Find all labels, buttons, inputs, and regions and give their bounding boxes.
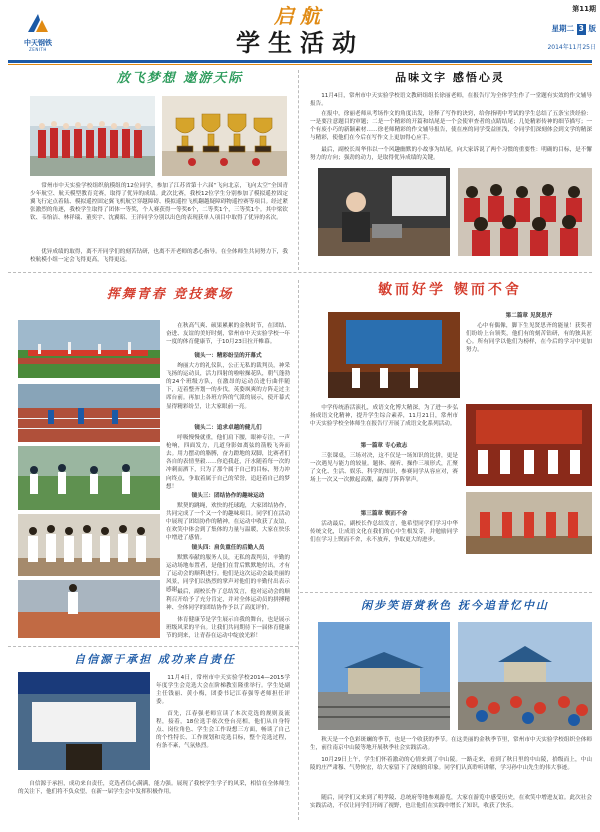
article-sports-para-2: 绚丽大方的礼仪队，公正无私的裁判员，神采飞扬的运动员，活力四射的啦啦操花队，朝气蓬勃的24个班级方队，在激昂的运动员进行曲伴随下，迈着整齐划一的步伐，英姿飒爽的方阵走过主席台前。再加上各班方阵的气派的展示，使开幕式显得精彩纷呈，让大家眼前一亮。	[166, 363, 290, 410]
article-writing-para-1: 11月4日，常州市中天实验学校语文教研组组长徐丽老师，在报告厅为全体学生作了一堂题有实效的作文辅导报告。	[310, 93, 592, 108]
column-divider-2	[298, 280, 299, 820]
article-sports-para-5: 默默奉献的服务人员，无私的裁判员，辛勤的运动场地布置者，是他们在背后默默地付出，才有了运动会的顺利进行。他们是这次运动会最美丽的风景，同学们以热烈的掌声对他们的辛勤付出表示感谢。	[166, 555, 290, 594]
photo-group	[18, 514, 160, 576]
article-aviation-para-2: 优异成绩的取得，离不开同学们的刻苦钻研，也离不开老师的悉心指导。在全体师生共同努力下，我校航模小组一定会飞得更高，飞得更远。	[30, 249, 288, 264]
section-title-election: 自信源于承担 成功来自责任	[74, 653, 236, 666]
sports-subhead-1: 镜头一：精彩纷呈的开幕式	[194, 353, 262, 359]
masthead-title-main: 学生活动	[236, 28, 364, 57]
sports-subhead-3: 镜头三：团结协作的趣味运动	[191, 493, 265, 499]
photo-running	[18, 384, 160, 442]
publish-date: 2014年11月25日	[547, 44, 596, 51]
section-title-sports: 挥舞青春 竞技赛场	[106, 287, 234, 302]
sports-subhead-2: 镜头二：追求卓越的健儿们	[194, 425, 262, 431]
photo-crowd	[458, 622, 592, 730]
article-trip-para-1: 秋天是一个色彩斑斓的季节，也是一个收获的季节。在这美丽的金秋季节里，常州市中天实验学校组织全体师生，前往南京中山陵等地开展秋季社会实践活动。	[310, 737, 592, 752]
section-title-idioms: 敏而好学 锲而不舍	[378, 282, 522, 298]
header-rule-accent	[8, 64, 592, 65]
article-trip-para-2: 10月29日上午，学生们怀着激动的心情来到了中山陵。一路走来，看到了秋日里的中山陵，拾级而上，中山陵的庄严肃穆、气势恢宏，给大家留下了深刻的印象。同学们认真聆听讲解，学习孙中山先生的伟大事迹。	[310, 757, 592, 772]
weekday: 星期二	[551, 24, 575, 33]
photo-students-listening	[458, 168, 592, 256]
article-sports-para-3: 呼吸慢慢就重，他们肩下腰，眼神专注，一声枪响，四面发力，几道身影如离弦的箭般飞奔而去。用力摆动的胳膊，奋力蹬地的双脚，比赛者们各自的表情坚毅……你追我赶，汗水随着每一次的冲刺而洒下，只为了那个属于自己的目标，努力冲向终点，争取着属于自己的荣誉，追赶着自己的梦想！	[166, 435, 290, 490]
photo-awards-2	[466, 492, 592, 554]
article-idioms-para-2: 三张课桌，三场对决，这不仅是一场知识的比拼，更是一次遇见与能力的较量。题体、视听、操作三项形式，汇聚了文化、生活、娱乐、科学的知识，参赛同学从容应对，赛场上一次又一次掀起高潮，赢得了阵阵掌声。	[310, 453, 458, 484]
photo-trophies	[162, 96, 287, 176]
article-idioms-intro: 中学传统游活演扎，成语文化博大精深，为了进一步弘扬成语文化精神，提升学生综合素养，11月21日，常州市中天实验学校全体师生在报告厅开展了成语文化系列活动。	[310, 405, 458, 428]
idioms-subhead-2: 第二篇章 见贤思齐	[505, 313, 553, 319]
edition-info	[500, 24, 596, 35]
school-logo	[16, 12, 60, 54]
photo-long-jump	[18, 580, 160, 638]
issue-number: 第11期	[572, 5, 596, 13]
logo-subtext: ZENITH	[29, 47, 47, 52]
logo-mark-icon	[24, 12, 52, 36]
column-divider	[298, 70, 299, 270]
article-sports-para-4: 默契的跳绳，欢快的托球跑，大家团结协作，共同完成了一个又一个的趣味项目。同学们在活动中展现了团结协作的精神，在运动中收获了友谊，在欢笑中体会到了集体的力量与温暖，大家在快乐中增进了感情。	[166, 503, 290, 542]
article-election-para-1: 11月4日，常州市中天实验学校2014—2015学年度学生会竞选大会在阶梯教室隆重举行。学生处副主任钱丽、黄小梅，团委书记江春强等老师担任评委。	[156, 675, 290, 706]
article-writing-para-2: 在报中，徐丽老师从考场作文的角度出发，诠释了写作的诀窍，给你指明中考试的学生总结了五条宝贵经验：一是要注意题目的审题；二是一个精彩的开篇和结尾是一个会使审查者的点睛结尾；几处精彩传神的细节描写；一个有废小巧的新颖素材……徐老师精彩的作文辅导报告，使在座的同学受益匪浅，令同学们深刻体会到文学的精深与精彩，使他们在今后在写作文上更加得心应手。	[310, 111, 592, 142]
row-divider	[8, 272, 592, 273]
idioms-subhead-3: 第三篇章 锲而不舍	[360, 511, 408, 517]
photo-stage	[328, 312, 460, 398]
article-trip-para-3: 随后，同学们又来到了明孝陵、总统府等地参观游览，大家在游览中感受历史，在欢笑中增进友谊。此次社会实践活动，不仅让同学们开阔了视野，也让他们在实践中增长了知识，收获了快乐。	[310, 795, 592, 810]
article-election-para-2: 首先，江春强老师宣读了本次竞选的规则及流程，接着，18位选手依次登台亮相，他们从自身特点、岗位角色、学生会工作设想三方面，畅谈了自己的个性特长、工作规划和竞选目标，整个竞选过程，有条不紊，气氛热烈。	[156, 711, 290, 750]
photo-teacher	[318, 168, 450, 256]
page-suffix: 版	[588, 24, 596, 33]
section-title-aviation: 放飞梦想 遨游天际	[116, 71, 244, 86]
article-writing-para-3: 最后，副校长周华伟以一个风趣幽默的小故事为结尾，向大家诉说了两个习惯的重要性：明确的目标，是不懈努力的方向；强劲的动力，是取得优异成绩的关键。	[310, 147, 592, 162]
masthead-title-top: 启航	[274, 4, 326, 28]
page-number-badge: 3	[578, 24, 584, 33]
idioms-subhead-1: 第一篇章 专心致志	[360, 443, 408, 449]
photo-awards	[466, 404, 592, 486]
article-election-para-3: 自信源于承担，成功来自责任，竞选者信心满满，能力强。展现了我校学生学子的风采，相信在全体师生的关注下，他们将不负众望，在新一届学生会中发挥积极作用。	[18, 781, 290, 796]
article-aviation-para-1: 常州市中天实验学校组织航模组的12位同学，参加了江苏省第十六届“飞向北京，飞向太空”全国青少年航空、航天模型教育竞赛，取得了优异的成绩。此次比赛，我校12位学生分别参加了模拟遥控固定翼飞行定点着陆、模拟遥控固定翼飞机航空穿越障碍、模拟遥控飞机翻越疑障碍物遥控赛等项目。经过紧张激烈的角逐，我校学生取得了团体一等奖，个人赛获得一等奖6个，二等奖1个，三等奖1个。其中梁钦钦、韦怡洁、林祥瑞、董奕宇、沈翼昭、王洋同学分别以出色的表现获单人项目中取得了优异的名次。	[30, 183, 288, 222]
photo-election	[18, 672, 150, 770]
article-sports-para-7: 体育健康节是学生展示自我的舞台，也是展示班级风采的平台。让我们共同期待下一届体育健康节的到来，让青春在运动中绽放光彩！	[166, 617, 290, 640]
photo-mausoleum	[318, 622, 450, 730]
section-title-writing: 品味文字 感悟心灵	[395, 71, 505, 84]
section-title-trip: 闲步笑语赏秋色 抚今追昔忆中山	[361, 599, 549, 612]
header-rule	[8, 60, 592, 63]
photo-team	[30, 96, 155, 176]
article-sports-para-6: 最后，副校长作了总结发言，他对运动会的顺利召开给予了充分肯定，并对全体运动员的拼搏精神、全体同学的团结协作予以了高度评价。	[166, 589, 290, 612]
article-idioms-para-3: 心中有偶像，脚下生见贤思齐的能量！获奖者们纷纷上台领奖，他们有的刻苦钻研，有的独具匠心。所有同学以他们为榜样，在今后的学习中更加努力。	[466, 323, 592, 354]
sports-subhead-4: 镜头四：肩负重任的后勤人员	[191, 545, 265, 551]
photo-field-event	[18, 446, 160, 510]
logo-text: 中天钢铁	[24, 39, 52, 47]
row-divider-3	[8, 646, 298, 647]
row-divider-2	[300, 592, 592, 593]
photo-parade	[18, 320, 160, 378]
article-idioms-para-4: 活动最后，副校长作总结发言，他希望同学们学习中华传统文化，让成语文化在我们的心中生根发芽，并勉励同学们在学习上锲而不舍，永不放弃，争取更大的进步。	[310, 521, 458, 544]
masthead	[0, 0, 600, 60]
article-sports-intro: 在秋高气爽、硕果累累的金秋时节，在团结、奋进、友谊的美好时刻，常州市中天实验学校一年一度的体育健康节，于10月23日拉开帷幕。	[166, 323, 290, 346]
